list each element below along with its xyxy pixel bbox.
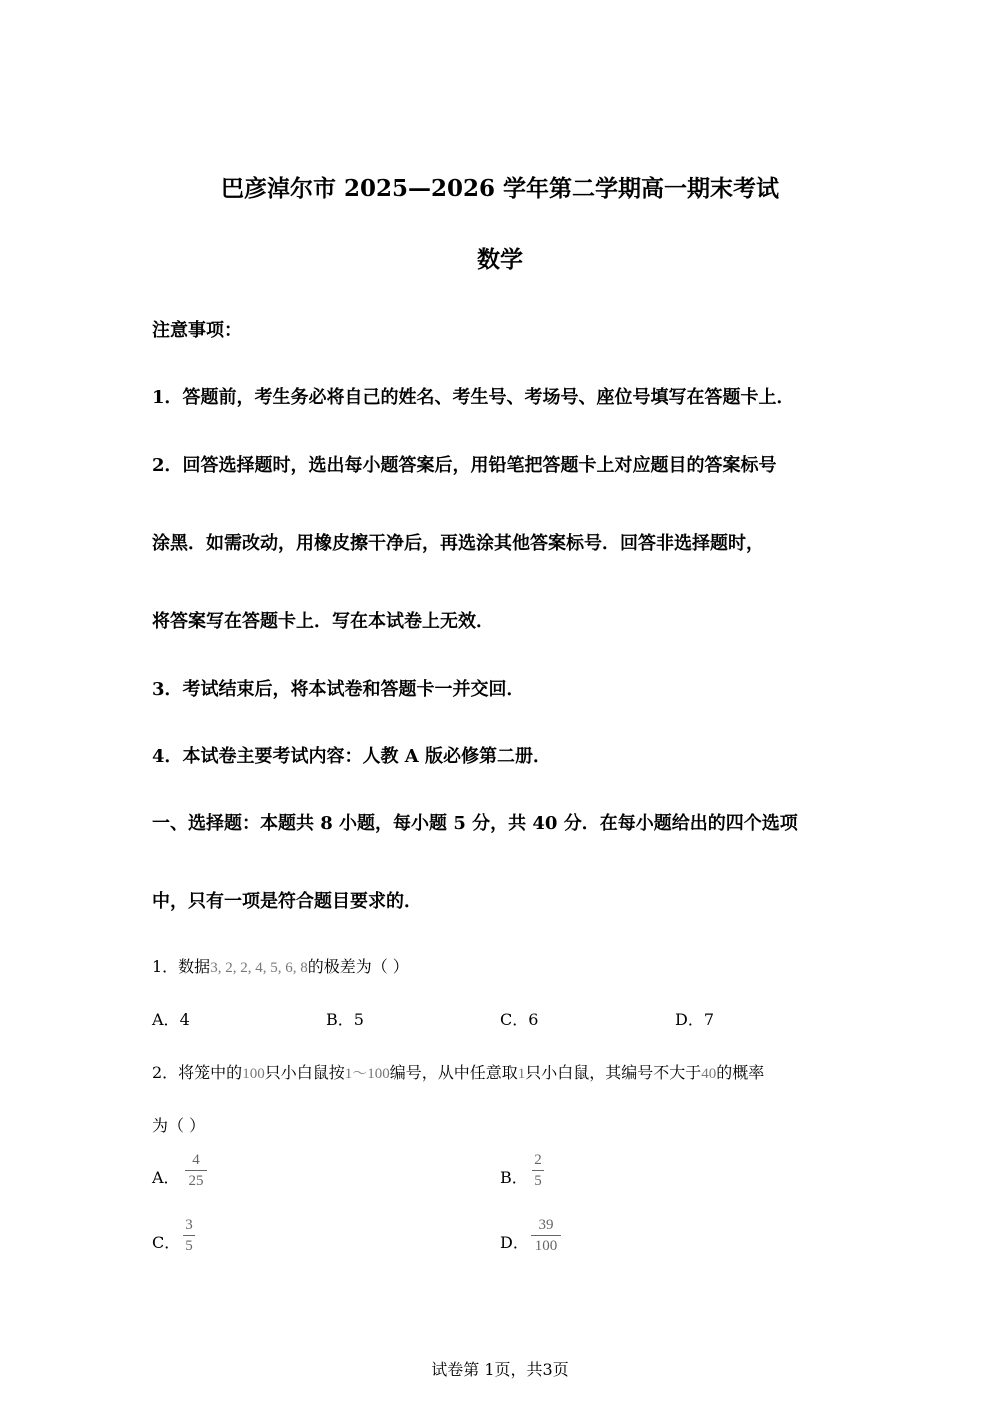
fraction-denominator: 100	[534, 1238, 558, 1254]
fraction	[181, 1215, 197, 1256]
question-2-text: 只小白鼠，其编号不大于	[525, 1063, 702, 1082]
notice-item-2-line-2: 涂黑．如需改动，用橡皮擦干净后，再选涂其他答案标号．回答非选择题时，	[152, 533, 764, 554]
question-1-suffix: 的极差为（ ）	[307, 957, 409, 976]
notice-item-4: 4．本试卷主要考试内容：人教 A 版必修第二册．	[152, 746, 552, 767]
notice-item-1: 1．答题前，考生务必将自己的姓名、考生号、考场号、座位号填写在答题卡上．	[152, 387, 795, 408]
question-2-math: 100	[242, 1066, 265, 1082]
option-label: B．	[326, 1010, 354, 1029]
question-1-data: 3, 2, 2, 4, 5, 6, 8	[210, 960, 308, 976]
fraction-denominator: 25	[188, 1173, 204, 1189]
exam-subject: 数学	[477, 246, 523, 273]
fraction	[530, 1150, 546, 1191]
question-1-stem	[152, 954, 409, 977]
question-2-math: 1～100	[344, 1066, 390, 1082]
fraction-numerator: 3	[185, 1217, 193, 1233]
option-value: 6	[528, 1010, 539, 1029]
notice-heading: 注意事项：	[152, 320, 242, 341]
question-2-text: 只小白鼠按	[264, 1063, 345, 1082]
question-2-math: 1	[517, 1066, 526, 1082]
page-footer: 试卷第 1页，共3页	[431, 1360, 569, 1379]
section-1-heading-line-2: 中，只有一项是符合题目要求的．	[152, 891, 422, 912]
question-2-stem-line-2: 为（ ）	[152, 1116, 206, 1135]
option-label: B．	[500, 1168, 528, 1187]
question-2-math: 40	[701, 1066, 717, 1082]
notice-item-2-line-1: 2．回答选择题时，选出每小题答案后，用铅笔把答题卡上对应题目的答案标号	[152, 455, 777, 476]
question-1-option-c[interactable]	[500, 1007, 538, 1030]
question-2-text: 2．将笼中的	[152, 1063, 243, 1082]
question-2-stem	[152, 1060, 764, 1083]
option-value: 7	[703, 1010, 715, 1029]
fraction-numerator: 39	[538, 1217, 554, 1233]
question-1-option-b[interactable]	[326, 1007, 364, 1030]
option-value: 5	[353, 1010, 364, 1029]
option-label: A．	[152, 1010, 180, 1029]
question-1-option-a[interactable]	[152, 1007, 190, 1030]
fraction	[183, 1150, 209, 1191]
notice-item-3: 3．考试结束后，将本试卷和答题卡一并交回．	[152, 679, 525, 700]
notice-item-2-line-3: 将答案写在答题卡上．写在本试卷上无效．	[152, 611, 494, 632]
option-label: A．	[152, 1168, 180, 1187]
question-2-text: 的概率	[716, 1063, 765, 1082]
option-label: C．	[152, 1233, 181, 1252]
exam-title: 巴彦淖尔市 2025—2026 学年第二学期高一期末考试	[220, 175, 780, 202]
option-label: D．	[675, 1010, 704, 1029]
fraction-numerator: 4	[192, 1152, 200, 1168]
section-1-heading-line-1: 一、选择题：本题共 8 小题，每小题 5 分，共 40 分．在每小题给出的四个选项	[152, 813, 798, 834]
fraction	[530, 1215, 562, 1256]
option-value: 4	[179, 1010, 190, 1029]
fraction-denominator: 5	[534, 1173, 542, 1189]
option-label: D．	[500, 1233, 529, 1252]
fraction-denominator: 5	[185, 1238, 193, 1254]
question-1-option-d[interactable]	[675, 1007, 714, 1030]
question-1-prefix: 1．数据	[152, 957, 211, 976]
fraction-numerator: 2	[534, 1152, 542, 1168]
question-2-text: 编号，从中任意取	[389, 1063, 518, 1082]
option-label: C．	[500, 1010, 529, 1029]
